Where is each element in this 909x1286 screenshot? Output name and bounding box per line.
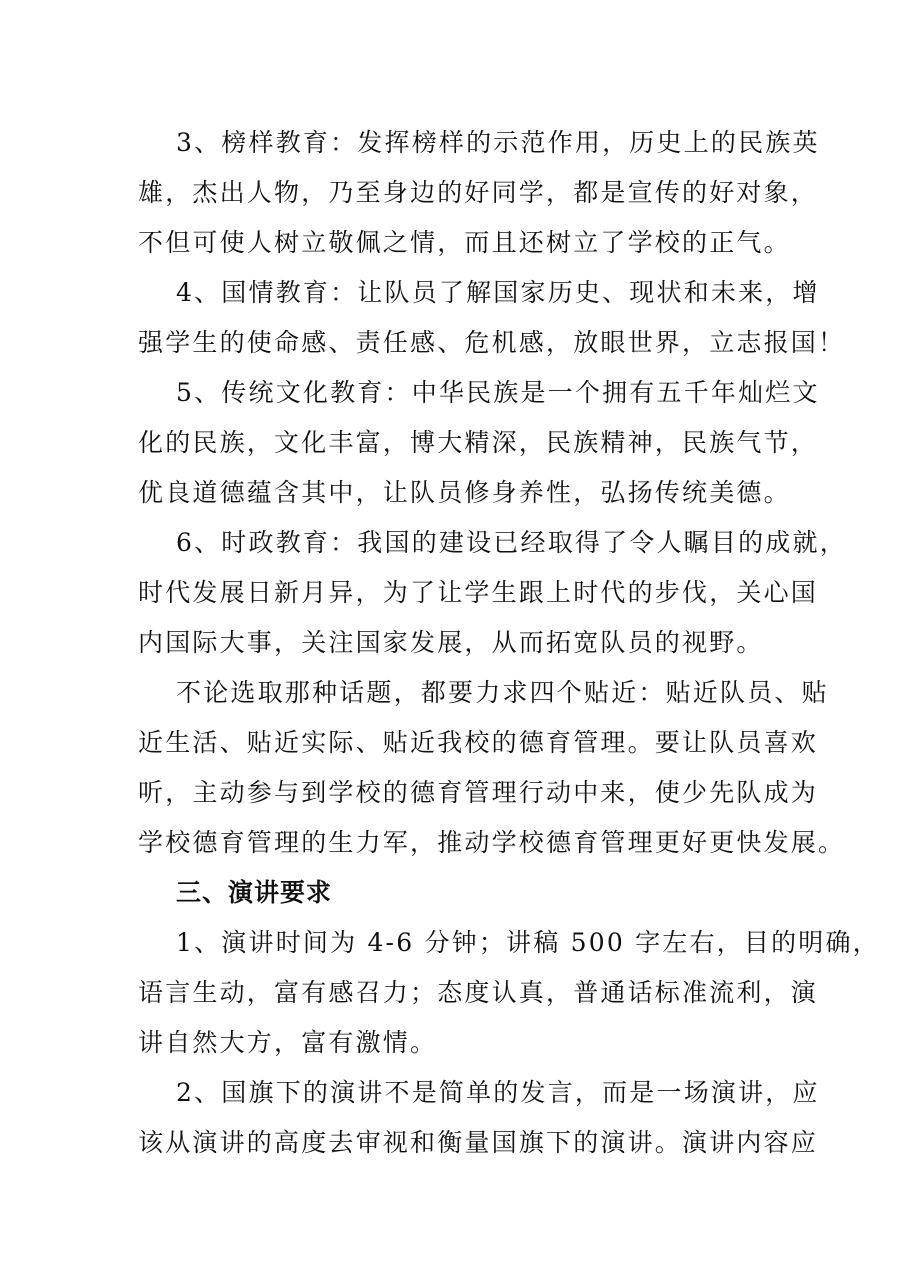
paragraph-line: 近生活、贴近实际、贴近我校的德育管理。要让队员喜欢 bbox=[138, 728, 819, 757]
paragraph-line: 6、时政教育：我国的建设已经取得了令人瞩目的成就， bbox=[176, 528, 847, 557]
paragraph-line: 内国际大事，关注国家发展，从而拓宽队员的视野。 bbox=[138, 628, 764, 657]
paragraph-line: 雄，杰出人物，乃至身边的好同学，都是宣传的好对象， bbox=[138, 178, 819, 207]
paragraph-line: 听，主动参与到学校的德育管理行动中来，使少先队成为 bbox=[138, 778, 819, 807]
paragraph-line: 3、榜样教育：发挥榜样的示范作用，历史上的民族英 bbox=[176, 128, 820, 157]
paragraph-line: 4、国情教育：让队员了解国家历史、现状和未来，增 bbox=[176, 278, 820, 307]
paragraph-line: 该从演讲的高度去审视和衡量国旗下的演讲。演讲内容应 bbox=[138, 1128, 819, 1157]
paragraph-line: 强学生的使命感、责任感、危机感，放眼世界，立志报国！ bbox=[138, 328, 846, 357]
paragraph-line: 2、国旗下的演讲不是简单的发言，而是一场演讲，应 bbox=[176, 1078, 820, 1107]
paragraph-line: 学校德育管理的生力军，推动学校德育管理更好更快发展。 bbox=[138, 828, 846, 857]
paragraph-line: 化的民族，文化丰富，博大精深，民族精神，民族气节， bbox=[138, 428, 819, 457]
section-heading: 三、演讲要求 bbox=[176, 878, 333, 907]
paragraph-line: 语言生动，富有感召力；态度认真，普通话标准流利，演 bbox=[138, 978, 819, 1007]
paragraph-line: 1、演讲时间为 4-6 分钟；讲稿 500 字左右，目的明确， bbox=[176, 928, 880, 957]
paragraph-line: 不但可使人树立敬佩之情，而且还树立了学校的正气。 bbox=[138, 228, 791, 257]
paragraph-line: 优良道德蕴含其中，让队员修身养性，弘扬传统美德。 bbox=[138, 478, 791, 507]
paragraph-line: 时代发展日新月异，为了让学生跟上时代的步伐，关心国 bbox=[138, 578, 819, 607]
paragraph-line: 5、传统文化教育：中华民族是一个拥有五千年灿烂文 bbox=[176, 378, 820, 407]
paragraph-line: 不论选取那种话题，都要力求四个贴近：贴近队员、贴 bbox=[176, 678, 829, 707]
paragraph-line: 讲自然大方，富有激情。 bbox=[138, 1028, 438, 1057]
